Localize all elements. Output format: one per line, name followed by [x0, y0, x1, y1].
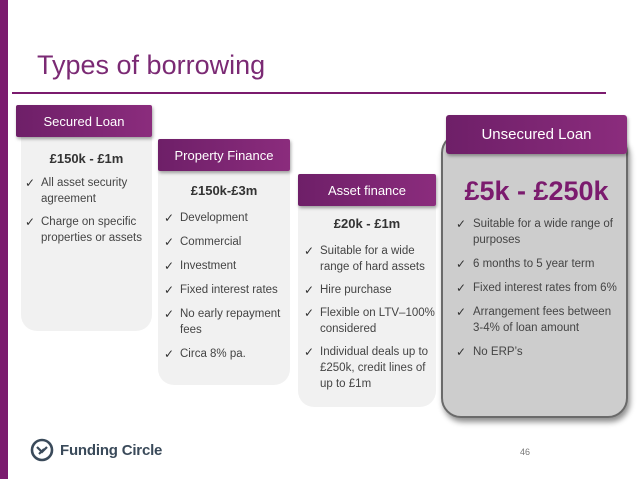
check-icon: ✓	[456, 257, 467, 271]
brand-logo	[30, 438, 162, 462]
secured-loan-header: Secured Loan	[16, 105, 152, 137]
asset-finance-price: £20k - £1m	[333, 216, 401, 231]
list-item-text: 6 months to 5 year term	[473, 258, 595, 270]
list-item-text: Development	[180, 212, 248, 224]
check-icon: ✓	[304, 283, 315, 297]
check-icon: ✓	[164, 259, 175, 273]
list-item-text: No early repayment fees	[180, 308, 281, 336]
list-item	[454, 256, 624, 272]
list-item	[162, 282, 288, 298]
check-icon: ✓	[456, 305, 467, 319]
list-item	[302, 305, 436, 337]
check-icon: ✓	[164, 307, 175, 321]
list-item-text: No ERP’s	[473, 346, 523, 358]
check-icon: ✓	[164, 283, 175, 297]
list-item-text: Individual deals up to £250k, credit lines of up to £1m	[320, 346, 429, 390]
list-item	[454, 216, 624, 248]
unsecured-loan-list	[454, 216, 624, 368]
list-item	[302, 282, 436, 298]
brand-name: Funding Circle	[60, 441, 163, 459]
list-item	[454, 344, 624, 360]
list-item-text: Charge on specific properties or assets	[41, 216, 142, 244]
top-bar	[0, 0, 638, 17]
list-item-text: Hire purchase	[320, 284, 392, 296]
list-item	[23, 214, 150, 246]
check-icon: ✓	[456, 345, 467, 359]
list-item	[454, 280, 624, 296]
check-icon: ✓	[456, 217, 467, 231]
property-finance-price: £150k-£3m	[190, 183, 258, 198]
check-icon: ✓	[25, 176, 36, 190]
list-item-text: Investment	[180, 260, 237, 272]
property-finance-list	[162, 210, 288, 370]
property-finance-header: Property Finance	[158, 139, 290, 171]
title-divider	[12, 92, 606, 94]
unsecured-loan-header: Unsecured Loan	[446, 115, 627, 154]
left-accent-band	[0, 0, 8, 479]
check-icon: ✓	[164, 347, 175, 361]
page-number: 46	[520, 447, 531, 457]
secured-loan-list	[23, 175, 150, 253]
secured-loan-price: £150k - £1m	[49, 151, 124, 166]
list-item-text: Fixed interest rates	[180, 284, 278, 296]
check-icon: ✓	[304, 345, 315, 359]
check-icon: ✓	[304, 306, 315, 320]
check-icon: ✓	[164, 235, 175, 249]
list-item-text: Fixed interest rates from 6%	[473, 282, 617, 294]
list-item	[302, 243, 436, 275]
list-item	[162, 306, 288, 338]
check-icon: ✓	[456, 281, 467, 295]
list-item	[162, 258, 288, 274]
check-icon: ✓	[164, 211, 175, 225]
slide-title: Types of borrowing	[37, 50, 266, 80]
check-icon: ✓	[25, 215, 36, 229]
list-item-text: Circa 8% pa.	[180, 348, 246, 360]
check-icon: ✓	[304, 244, 315, 258]
list-item	[23, 175, 150, 207]
list-item	[302, 344, 436, 392]
list-item	[162, 346, 288, 362]
unsecured-loan-price: £5k - £250k	[464, 176, 609, 206]
list-item-text: All asset security agreement	[41, 177, 128, 205]
list-item-text: Arrangement fees between 3-4% of loan amount	[473, 306, 612, 334]
list-item	[162, 210, 288, 226]
list-item-text: Flexible on LTV–100% considered	[320, 307, 435, 335]
asset-finance-header: Asset finance	[298, 174, 436, 206]
list-item	[454, 304, 624, 336]
asset-finance-list	[302, 243, 436, 399]
list-item	[162, 234, 288, 250]
funding-circle-logo-icon	[30, 438, 54, 462]
list-item-text: Suitable for a wide range of purposes	[473, 218, 614, 246]
list-item-text: Suitable for a wide range of hard assets	[320, 245, 425, 273]
list-item-text: Commercial	[180, 236, 242, 248]
